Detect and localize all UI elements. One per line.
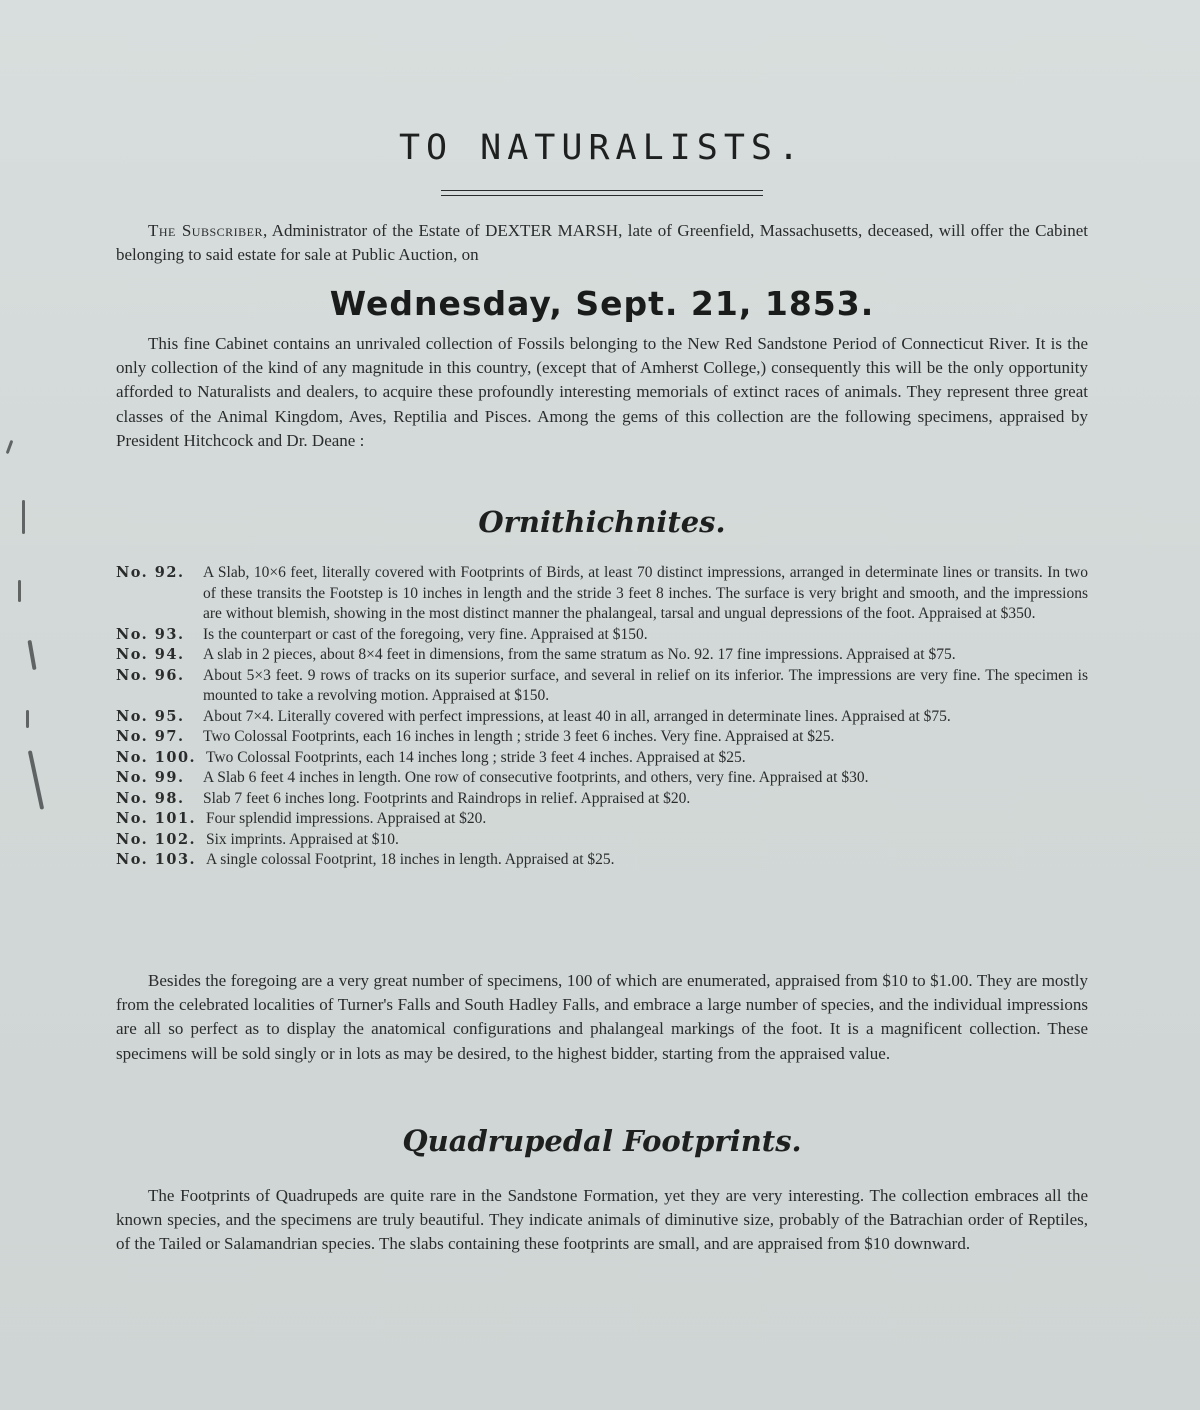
specimen-item bbox=[116, 748, 1088, 769]
specimen-number: No. 98. bbox=[116, 789, 185, 807]
specimen-number: No. 94. bbox=[116, 646, 185, 663]
specimen-description: A single colossal Footprint, 18 inches in length. Appraised at $25. bbox=[206, 851, 615, 868]
specimen-number: No. 93. bbox=[116, 625, 185, 643]
specimen-description: Two Colossal Footprints, each 16 inches in length ; stride 3 feet 6 inches. Very fine. Appraised at $25. bbox=[203, 728, 835, 745]
margin-ink-marks bbox=[0, 440, 50, 840]
title-rule-top bbox=[441, 190, 763, 191]
specimen-description: About 5×3 feet. 9 rows of tracks on its superior surface, and several in relief on its inferior. The impressions are very fine. The specimen is mounted to take a revolving motion. Appraised at $150. bbox=[203, 666, 1088, 704]
specimen-description: A Slab 6 feet 4 inches in length. One row of consecutive footprints, and others, very fine. Appraised at $30. bbox=[203, 769, 869, 786]
specimen-description: Four splendid impressions. Appraised at $20. bbox=[206, 810, 487, 827]
specimen-description: Six imprints. Appraised at $10. bbox=[206, 830, 399, 848]
specimen-number: No. 101. bbox=[116, 810, 197, 827]
section-heading-quadrupedal-footprints: Quadrupedal Footprints. bbox=[402, 1124, 802, 1158]
specimen-description: A slab in 2 pieces, about 8×4 feet in dimensions, from the same stratum as No. 92. 17 fine impressions. Appraised at $75. bbox=[203, 646, 956, 663]
specimen-item bbox=[116, 707, 1088, 728]
specimen-list bbox=[116, 563, 1088, 871]
specimen-item bbox=[116, 645, 1088, 666]
specimen-number: No. 102. bbox=[116, 830, 197, 848]
specimen-description: Two Colossal Footprints, each 14 inches long ; stride 3 feet 4 inches. Appraised at $25. bbox=[206, 748, 746, 766]
intro-paragraph bbox=[116, 219, 1088, 267]
section-heading-ornithichnites: Ornithichnites. bbox=[478, 505, 726, 539]
specimen-item bbox=[116, 768, 1088, 789]
page-title: TO NATURALISTS. bbox=[398, 128, 806, 168]
specimen-item bbox=[116, 727, 1088, 748]
specimen-number: No. 95. bbox=[116, 707, 185, 725]
quadruped-paragraph: The Footprints of Quadrupeds are quite rare in the Sandstone Formation, yet they are very interesting. The collection embraces all the known species, and the specimens are truly beautiful. They indicate animals of diminutive size, probably of the Batrachian order of Reptiles, of the Tailed or Salamandrian species. The slabs containing these footprints are small, and are appraised from $10 downward. bbox=[116, 1186, 1088, 1254]
collection-description: This fine Cabinet contains an unrivaled collection of Fossils belonging to the New Red Sandstone Period of Connecticut River. It is the only collection of the kind of any magnitude in this country, (except that of Amherst College,) consequently this will be the only opportunity afforded to Naturalists and dealers, to acquire these profoundly interesting memorials of extinct races of animals. They represent three great classes of the Animal Kingdom, Aves, Reptilia and Pisces. Among the gems of this collection are the following specimens, appraised by President Hitchcock and Dr. Deane : bbox=[116, 334, 1088, 450]
title-rule-bottom bbox=[441, 195, 763, 196]
specimen-number: No. 103. bbox=[116, 851, 197, 868]
specimen-item bbox=[116, 563, 1088, 625]
specimen-description: A Slab, 10×6 feet, literally covered with Footprints of Birds, at least 70 distinct impressions, arranged in determinate lines or transits. In two of these transits the Footstep is 10 inches in length and the stride 3 feet 8 inches. The surface is very bright and smooth, and the impressions are without blemish, showing in the most distinct manner the phalangeal, tarsal and ungual depressions of the foot. Appraised at $350. bbox=[203, 564, 1088, 622]
intro-lead: The Subscriber bbox=[148, 221, 263, 240]
specimen-item bbox=[116, 625, 1088, 646]
specimen-item bbox=[116, 850, 1088, 871]
specimen-description: Slab 7 feet 6 inches long. Footprints and Raindrops in relief. Appraised at $20. bbox=[203, 789, 691, 807]
specimen-item bbox=[116, 666, 1088, 707]
specimen-item bbox=[116, 830, 1088, 851]
intro-text: , Administrator of the Estate of DEXTER MARSH, late of Greenfield, Massachusetts, deceased, will offer the Cabinet belonging to said estate for sale at Public Auction, on bbox=[116, 221, 1088, 265]
specimen-description: Is the counterpart or cast of the foregoing, very fine. Appraised at $150. bbox=[203, 625, 648, 643]
specimen-description: About 7×4. Literally covered with perfect impressions, at least 40 in all, arranged in determinate lines. Appraised at $75. bbox=[203, 707, 951, 725]
additional-specimens-paragraph: Besides the foregoing are a very great number of specimens, 100 of which are enumerated, appraised from $10 to $1.00. They are mostly from the celebrated localities of Turner's Falls and South Hadley Falls, and embrace a large number of species, and the individual impressions are all so perfect as to display the anatomical configurations and phalangeal markings of the foot. It is a magnificent collection. These specimens will be sold singly or in lots as may be desired, to the highest bidder, starting from the appraised value. bbox=[116, 971, 1088, 1063]
specimen-number: No. 92. bbox=[116, 564, 185, 581]
specimen-item bbox=[116, 789, 1088, 810]
auction-date: Wednesday, Sept. 21, 1853. bbox=[329, 284, 875, 323]
specimen-number: No. 99. bbox=[116, 769, 185, 786]
specimen-number: No. 100. bbox=[116, 748, 197, 766]
specimen-number: No. 97. bbox=[116, 728, 185, 745]
specimen-number: No. 96. bbox=[116, 666, 185, 684]
specimen-item bbox=[116, 809, 1088, 830]
